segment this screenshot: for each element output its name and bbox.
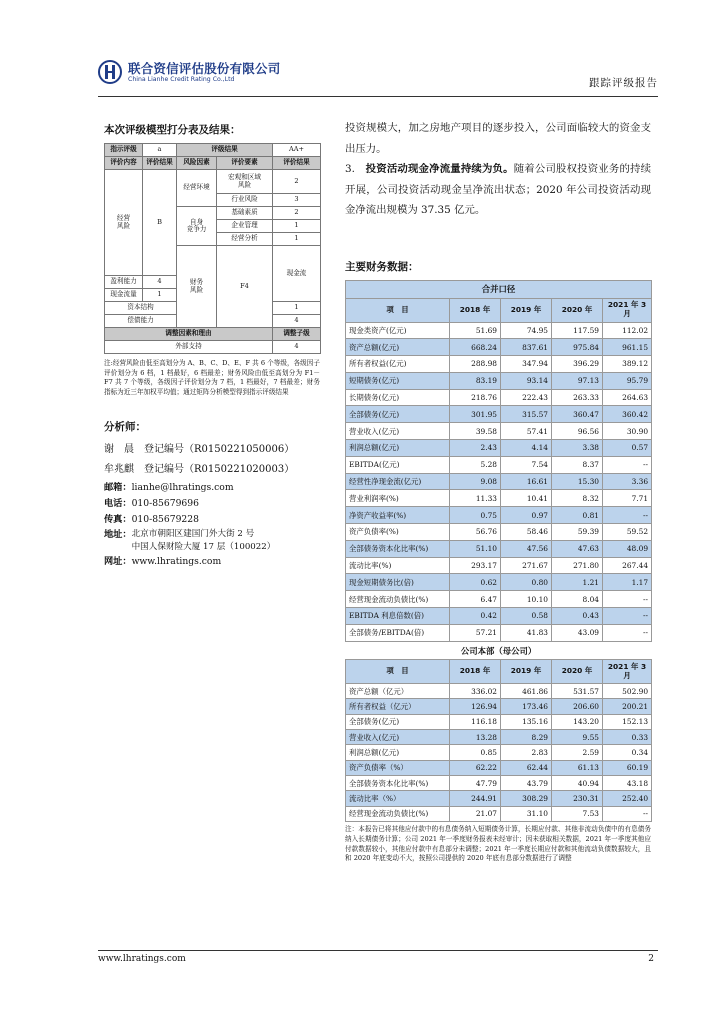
row-value: 16.61 [501, 473, 552, 490]
table-row [346, 714, 652, 729]
row-value: 288.98 [450, 356, 501, 373]
profit-label: 盈利能力 [105, 276, 143, 289]
fin2-col-2019: 2019 年 [501, 660, 552, 684]
row-value: 93.14 [501, 372, 552, 389]
fin1-col-2018: 2018 年 [450, 298, 501, 322]
email-line [104, 480, 320, 496]
table-row [346, 591, 652, 608]
row-label: 全部债务(亿元) [346, 406, 450, 423]
row-value: 39.58 [450, 423, 501, 440]
mgmt-val: 1 [273, 220, 321, 233]
row-value: 31.10 [501, 806, 552, 821]
table-row [346, 699, 652, 714]
fin-title: 主要财务数据： [345, 260, 419, 273]
fin2-col-2018: 2018 年 [450, 660, 501, 684]
row-value: 3.38 [552, 440, 603, 457]
adj-val: 4 [273, 341, 321, 354]
row-value: 0.81 [552, 507, 603, 524]
row-value: 531.57 [552, 684, 603, 699]
cell-h1: 指示评级 [105, 144, 143, 157]
parent-fin-table [345, 644, 652, 822]
macro-val: 2 [273, 170, 321, 194]
table-row [346, 608, 652, 625]
fin1-col-2019: 2019 年 [501, 298, 552, 322]
row-value: 11.33 [450, 490, 501, 507]
row-value: 301.95 [450, 406, 501, 423]
row-value: 117.59 [552, 322, 603, 339]
row-value: 315.57 [501, 406, 552, 423]
table-row [346, 356, 652, 373]
row-value: 461.86 [501, 684, 552, 699]
row-value: 396.29 [552, 356, 603, 373]
row-value: 0.75 [450, 507, 501, 524]
row-value: 222.43 [501, 389, 552, 406]
address-block [104, 528, 320, 554]
row-value: 74.95 [501, 322, 552, 339]
row-value: 21.07 [450, 806, 501, 821]
row-value: 837.61 [501, 339, 552, 356]
row-value: 97.13 [552, 372, 603, 389]
row-value: 8.32 [552, 490, 603, 507]
row-value: 51.10 [450, 540, 501, 557]
row-value: 47.63 [552, 540, 603, 557]
row-value: 347.94 [501, 356, 552, 373]
row-value: 10.10 [501, 591, 552, 608]
analyst-2: 牟兆麒 登记编号（R0150221020003） [104, 464, 295, 476]
web-line [104, 554, 320, 570]
tel-line [104, 496, 320, 512]
table-row [346, 806, 652, 821]
table-row [346, 557, 652, 574]
row-value: 59.39 [552, 524, 603, 541]
paragraph-2 [345, 159, 651, 221]
row-value: 56.76 [450, 524, 501, 541]
cell-c4: 评价要素 [217, 157, 273, 170]
cell-c2: 评价结果 [143, 157, 177, 170]
table-row [346, 440, 652, 457]
cell-c5: 评价结果 [273, 157, 321, 170]
row-label: 营业利润率(%) [346, 490, 450, 507]
row-value: 62.44 [501, 760, 552, 775]
cashflow-label: 现金流量 [105, 289, 143, 302]
adj-label: 外部支持 [105, 341, 273, 354]
row-value: 502.90 [603, 684, 652, 699]
page-header [98, 58, 658, 96]
row-value: 336.02 [450, 684, 501, 699]
row-value: 244.91 [450, 791, 501, 806]
table-row [346, 775, 652, 790]
adj-header-val: 调整子级 [273, 328, 321, 341]
row-value: 0.42 [450, 608, 501, 625]
op-risk-result: B [143, 170, 177, 276]
fin-risk-result: F4 [217, 246, 273, 328]
table-row [346, 406, 652, 423]
row-label: 长期债务(亿元) [346, 389, 450, 406]
row-label: 经营现金流动负债比(%) [346, 806, 450, 821]
row-value: -- [603, 806, 652, 821]
row-label: 资产总额(亿元) [346, 339, 450, 356]
row-label: 净资产收益率(%) [346, 507, 450, 524]
row-value: 173.46 [501, 699, 552, 714]
macro-label: 宏观和区域 风险 [217, 170, 273, 194]
paragraph-1: 投资规模大，加之房地产项目的逐步投入，公司面临较大的资金支出压力。 [345, 122, 651, 155]
fin2-col-item: 项 目 [346, 660, 450, 684]
row-value: 8.37 [552, 456, 603, 473]
model-title: 本次评级模型打分表及结果： [104, 124, 241, 136]
p2-number: 3. [345, 163, 366, 175]
row-label: 全部债务资本化比率(%) [346, 775, 450, 790]
fin2-col-2020: 2020 年 [552, 660, 603, 684]
row-label: 经营性净现金流(亿元) [346, 473, 450, 490]
adj-header: 调整因素和理由 [105, 328, 273, 341]
web-link[interactable]: www.lhratings.com [131, 556, 222, 568]
row-label: 所有者权益（亿元） [346, 699, 450, 714]
row-value: 7.53 [552, 806, 603, 821]
row-value: 10.41 [501, 490, 552, 507]
cell-h2: 评级结果 [177, 144, 273, 157]
row-value: 0.43 [552, 608, 603, 625]
row-value: 271.80 [552, 557, 603, 574]
row-label: EBITDA(亿元) [346, 456, 450, 473]
cell-h2-val: AA+ [273, 144, 321, 157]
row-value: 51.69 [450, 322, 501, 339]
row-label: 所有者权益(亿元) [346, 356, 450, 373]
tel-label: 电话： [104, 498, 132, 510]
footer-site[interactable]: www.lhratings.com [98, 954, 186, 964]
fin1-col-2021q1: 2021 年 3 月 [603, 298, 652, 322]
row-value: 3.36 [603, 473, 652, 490]
row-value: 975.84 [552, 339, 603, 356]
row-value: -- [603, 591, 652, 608]
row-value: 9.08 [450, 473, 501, 490]
table-row [346, 745, 652, 760]
table-row [346, 507, 652, 524]
row-value: 135.16 [501, 714, 552, 729]
row-value: 0.80 [501, 574, 552, 591]
row-value: 293.17 [450, 557, 501, 574]
fin1-caption: 合并口径 [346, 280, 652, 298]
basic-val: 2 [273, 207, 321, 220]
row-label: 利润总额(亿元) [346, 440, 450, 457]
row-value: -- [603, 456, 652, 473]
company-name-cn: 联合资信评估股份有限公司 [128, 61, 281, 76]
row-value: 267.44 [603, 557, 652, 574]
row-value: 58.46 [501, 524, 552, 541]
industry-val: 3 [273, 194, 321, 207]
repay-label: 偿债能力 [105, 315, 177, 328]
row-label: 资产负债率（%） [346, 760, 450, 775]
page-number: 2 [648, 954, 654, 964]
table-row [346, 389, 652, 406]
row-value: -- [603, 507, 652, 524]
fin1-col-2020: 2020 年 [552, 298, 603, 322]
row-value: 230.31 [552, 791, 603, 806]
row-value: 389.12 [603, 356, 652, 373]
row-label: 利润总额(亿元) [346, 745, 450, 760]
row-value: 961.15 [603, 339, 652, 356]
row-value: 1.17 [603, 574, 652, 591]
analyst-title: 分析师： [104, 421, 146, 434]
row-value: 43.79 [501, 775, 552, 790]
comp-label: 自身 竞争力 [177, 207, 217, 246]
row-value: -- [603, 624, 652, 641]
profit-val: 4 [143, 276, 177, 289]
addr-line-1: 北京市朝阳区建国门外大街 2 号 [131, 529, 255, 540]
row-value: 4.14 [501, 440, 552, 457]
row-value: 2.43 [450, 440, 501, 457]
rating-model-table [104, 143, 321, 354]
row-label: 现金短期债务比(倍) [346, 574, 450, 591]
row-label: 全部债务资本化比率(%) [346, 540, 450, 557]
company-name-en: China Lianhe Credit Rating Co.,Ltd [128, 76, 235, 83]
table-row [346, 473, 652, 490]
row-value: 206.60 [552, 699, 603, 714]
row-value: 47.56 [501, 540, 552, 557]
row-value: 0.57 [603, 440, 652, 457]
row-value: 62.22 [450, 760, 501, 775]
addr-line-2: 中国人保财险大厦 17 层（100022） [131, 542, 276, 553]
cash-label: 现金流 [273, 246, 321, 302]
fax-label: 传真： [104, 514, 132, 526]
model-note: 注:经营风险由低至高划分为 A、B、C、D、E、F 共 6 个等级，各级因子评价划分为 6 档，1 档最好，6 档最差；财务风险由低至高划分为 F1－F7 共 7 个等级，各级因子评价划分为 7 档，1 档最好，7 档最差；财务指标为近三年加权平均值；通过矩阵分析模型得到指示评级结果 [104, 359, 320, 396]
lianhe-logo-icon [98, 60, 122, 84]
row-value: 48.09 [603, 540, 652, 557]
row-value: 116.18 [450, 714, 501, 729]
header-divider [98, 96, 658, 97]
ops-val: 1 [273, 233, 321, 246]
fin-risk-label: 财务 风险 [177, 246, 217, 328]
row-value: 57.21 [450, 624, 501, 641]
p2-text: 随着公司股权投资业务的持续开展，公司投资活动现金呈净流出状态；2020 年公司投资活动现金净流出规模为 37.35 亿元。 [345, 163, 651, 216]
row-value: 2.59 [552, 745, 603, 760]
row-value: 96.56 [552, 423, 603, 440]
right-column [345, 118, 651, 864]
table-row [346, 423, 652, 440]
row-label: EBITDA 利息倍数(倍) [346, 608, 450, 625]
row-label: 短期债务(亿元) [346, 372, 450, 389]
footer-divider [98, 950, 658, 951]
row-value: 0.97 [501, 507, 552, 524]
row-value: 6.47 [450, 591, 501, 608]
basic-label: 基础素质 [217, 207, 273, 220]
table-row [346, 574, 652, 591]
row-value: 143.20 [552, 714, 603, 729]
table-row [346, 791, 652, 806]
capital-structure-label: 资本结构 [105, 302, 177, 315]
fax-value: 010-85679228 [131, 514, 199, 526]
row-value: 61.13 [552, 760, 603, 775]
row-label: 现金类资产(亿元) [346, 322, 450, 339]
row-value: 8.29 [501, 730, 552, 745]
p2-heading: 投资活动现金净流量持续为负。 [365, 163, 514, 175]
row-value: 0.62 [450, 574, 501, 591]
row-value: 271.67 [501, 557, 552, 574]
row-value: 1.21 [552, 574, 603, 591]
table-row [346, 322, 652, 339]
row-value: 95.79 [603, 372, 652, 389]
op-risk-label: 经营 风险 [105, 170, 143, 276]
row-value: 57.41 [501, 423, 552, 440]
table-row [346, 624, 652, 641]
row-value: 2.83 [501, 745, 552, 760]
row-value: 43.18 [603, 775, 652, 790]
row-value: 83.19 [450, 372, 501, 389]
table-row [346, 524, 652, 541]
email-link[interactable]: lianhe@lhratings.com [131, 482, 234, 494]
capital-structure-val: 1 [273, 302, 321, 315]
fax-line [104, 512, 320, 528]
analyst-1: 谢 晨 登记编号（R0150221050006） [104, 444, 295, 456]
row-value: 9.55 [552, 730, 603, 745]
table-row [346, 730, 652, 745]
row-value: 40.94 [552, 775, 603, 790]
cell-c1: 评价内容 [105, 157, 143, 170]
table-row [346, 684, 652, 699]
fin2-caption: 公司本部（母公司） [460, 646, 537, 657]
row-value: 112.02 [603, 322, 652, 339]
row-value: 30.90 [603, 423, 652, 440]
row-value: 5.28 [450, 456, 501, 473]
email-label: 邮箱： [104, 482, 132, 494]
web-label: 网址： [104, 556, 132, 568]
table-row [346, 760, 652, 775]
cell-c3: 风险因素 [177, 157, 217, 170]
row-label: 经营现金流动负债比(%) [346, 591, 450, 608]
row-value: 7.54 [501, 456, 552, 473]
row-value: 264.63 [603, 389, 652, 406]
row-label: 全部债务(亿元) [346, 714, 450, 729]
row-value: 13.28 [450, 730, 501, 745]
row-value: 360.42 [603, 406, 652, 423]
row-label: 营业收入(亿元) [346, 423, 450, 440]
row-value: 0.58 [501, 608, 552, 625]
consolidated-fin-table [345, 280, 652, 642]
row-value: 60.19 [603, 760, 652, 775]
ops-label: 经营分析 [217, 233, 273, 246]
row-value: 41.83 [501, 624, 552, 641]
fin2-col-2021q1: 2021 年 3 月 [603, 660, 652, 684]
row-value: 8.04 [552, 591, 603, 608]
row-value: 360.47 [552, 406, 603, 423]
report-type: 跟踪评级报告 [589, 77, 658, 89]
table-row [346, 490, 652, 507]
row-value: 0.34 [603, 745, 652, 760]
row-value: 668.24 [450, 339, 501, 356]
row-label: 资产总额（亿元） [346, 684, 450, 699]
row-label: 流动比率（%） [346, 791, 450, 806]
row-value: 200.21 [603, 699, 652, 714]
row-label: 全部债务/EBITDA(倍) [346, 624, 450, 641]
cashflow-val: 1 [143, 289, 177, 302]
env-label: 经营环境 [177, 170, 217, 207]
row-value: 47.79 [450, 775, 501, 790]
industry-label: 行业风险 [217, 194, 273, 207]
row-value: 218.76 [450, 389, 501, 406]
fin1-col-item: 项 目 [346, 298, 450, 322]
row-value: 0.85 [450, 745, 501, 760]
row-label: 流动比率(%) [346, 557, 450, 574]
tel-value: 010-85679696 [131, 498, 199, 510]
row-value: 0.33 [603, 730, 652, 745]
table-row [346, 456, 652, 473]
row-value: 263.33 [552, 389, 603, 406]
fin-note: 注：本报告已将其他应付款中的有息债务纳入短期债务计算，长期应付款、其他非流动负债中的有息债务纳入长期债务计算；公司 2021 年一季度财务报表未经审计；因未获取相关数据，2021 年一季度其他应付款数据较小，其他应付款中有息部分未调整；2021 年一季度长期应付款和其他流动负债数据较大，且和 2020 年底变动不大，按照公司提供的 2020 年底有息部分数据进行了调整 [345, 824, 651, 863]
table-row [346, 540, 652, 557]
row-value: 152.13 [603, 714, 652, 729]
repay-val: 4 [273, 315, 321, 328]
row-value: 126.94 [450, 699, 501, 714]
row-label: 资产负债率(%) [346, 524, 450, 541]
table-row [346, 339, 652, 356]
mgmt-label: 企业管理 [217, 220, 273, 233]
row-label: 营业收入(亿元) [346, 730, 450, 745]
row-value: 15.30 [552, 473, 603, 490]
addr-label: 地址： [104, 529, 132, 541]
row-value: 7.71 [603, 490, 652, 507]
row-value: 59.52 [603, 524, 652, 541]
row-value: 43.09 [552, 624, 603, 641]
row-value: -- [603, 608, 652, 625]
cell-h1-val: a [143, 144, 177, 157]
left-column [104, 122, 320, 570]
row-value: 252.40 [603, 791, 652, 806]
table-row [346, 372, 652, 389]
row-value: 308.29 [501, 791, 552, 806]
